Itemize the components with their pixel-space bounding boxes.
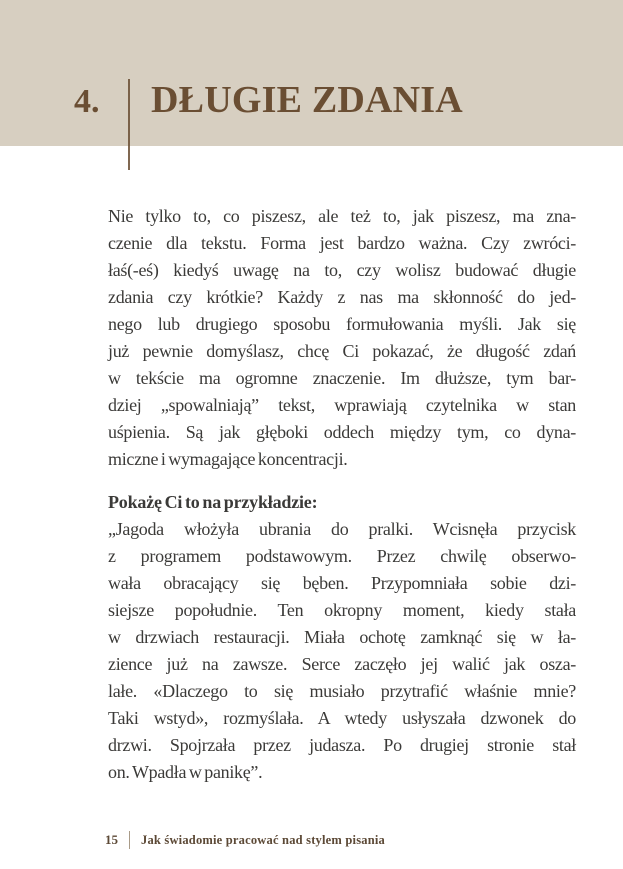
text-line: zdania czy krótkie? Każdy z nas ma skłonność do jed- bbox=[108, 287, 576, 307]
text-line: nego lub drugiego sposobu formułowania myśli. Jak się bbox=[108, 314, 576, 334]
intro-paragraph bbox=[108, 203, 576, 473]
footer-book-title: Jak świadomie pracować nad stylem pisania bbox=[141, 833, 385, 847]
chapter-number: 4. bbox=[74, 83, 100, 120]
example-quote-paragraph bbox=[108, 516, 576, 786]
text-line: czenie dla tekstu. Forma jest bardzo ważna. Czy zwróci- bbox=[108, 233, 576, 253]
text-line: Taki wstyd», rozmyślała. A wtedy usłyszała dzwonek do bbox=[108, 708, 576, 728]
text-line: uśpienia. Są jak głęboki oddech między tym, co dyna- bbox=[108, 422, 576, 442]
text-line: dziej „spowalniają” tekst, wprawiają czytelnika w stan bbox=[108, 395, 576, 415]
text-line: on. Wpadła w panikę”. bbox=[108, 762, 263, 782]
text-line: łaś(-eś) kiedyś uwagę na to, czy wolisz budować długie bbox=[108, 260, 576, 280]
page-content bbox=[108, 203, 576, 786]
page-footer bbox=[0, 829, 623, 851]
text-line: Nie tylko to, co piszesz, ale też to, jak piszesz, ma zna- bbox=[108, 206, 576, 226]
text-line: miczne i wymagające koncentracji. bbox=[108, 449, 348, 469]
text-line: lałe. «Dlaczego to się musiało przytrafić właśnie mnie? bbox=[108, 681, 576, 701]
chapter-title: DŁUGIE ZDANIA bbox=[151, 79, 463, 121]
chapter-header bbox=[0, 0, 623, 146]
text-line: z programem podstawowym. Przez chwilę obserwo- bbox=[108, 546, 576, 566]
text-line: wała obracający się bęben. Przypomniała sobie dzi- bbox=[108, 573, 576, 593]
example-heading: Pokażę Ci to na przykładzie: bbox=[108, 492, 318, 512]
text-line: już pewnie domyślasz, chcę Ci pokazać, że długość zdań bbox=[108, 341, 576, 361]
text-line: w drzwiach restauracji. Miała ochotę zamknąć się w ła- bbox=[108, 627, 576, 647]
text-line: drzwi. Spojrzała przez judasza. Po drugiej stronie stał bbox=[108, 735, 576, 755]
text-line: siejsze popołudnie. Ten okropny moment, kiedy stała bbox=[108, 600, 576, 620]
footer-divider-line bbox=[129, 831, 130, 849]
chapter-divider-line bbox=[128, 79, 130, 170]
page-number: 15 bbox=[105, 832, 118, 847]
text-line: „Jagoda włożyła ubrania do pralki. Wcisnęła przycisk bbox=[108, 519, 576, 539]
text-line: zience już na zawsze. Serce zaczęło jej walić jak osza- bbox=[108, 654, 576, 674]
text-line: w tekście ma ogromne znaczenie. Im dłuższe, tym bar- bbox=[108, 368, 576, 388]
